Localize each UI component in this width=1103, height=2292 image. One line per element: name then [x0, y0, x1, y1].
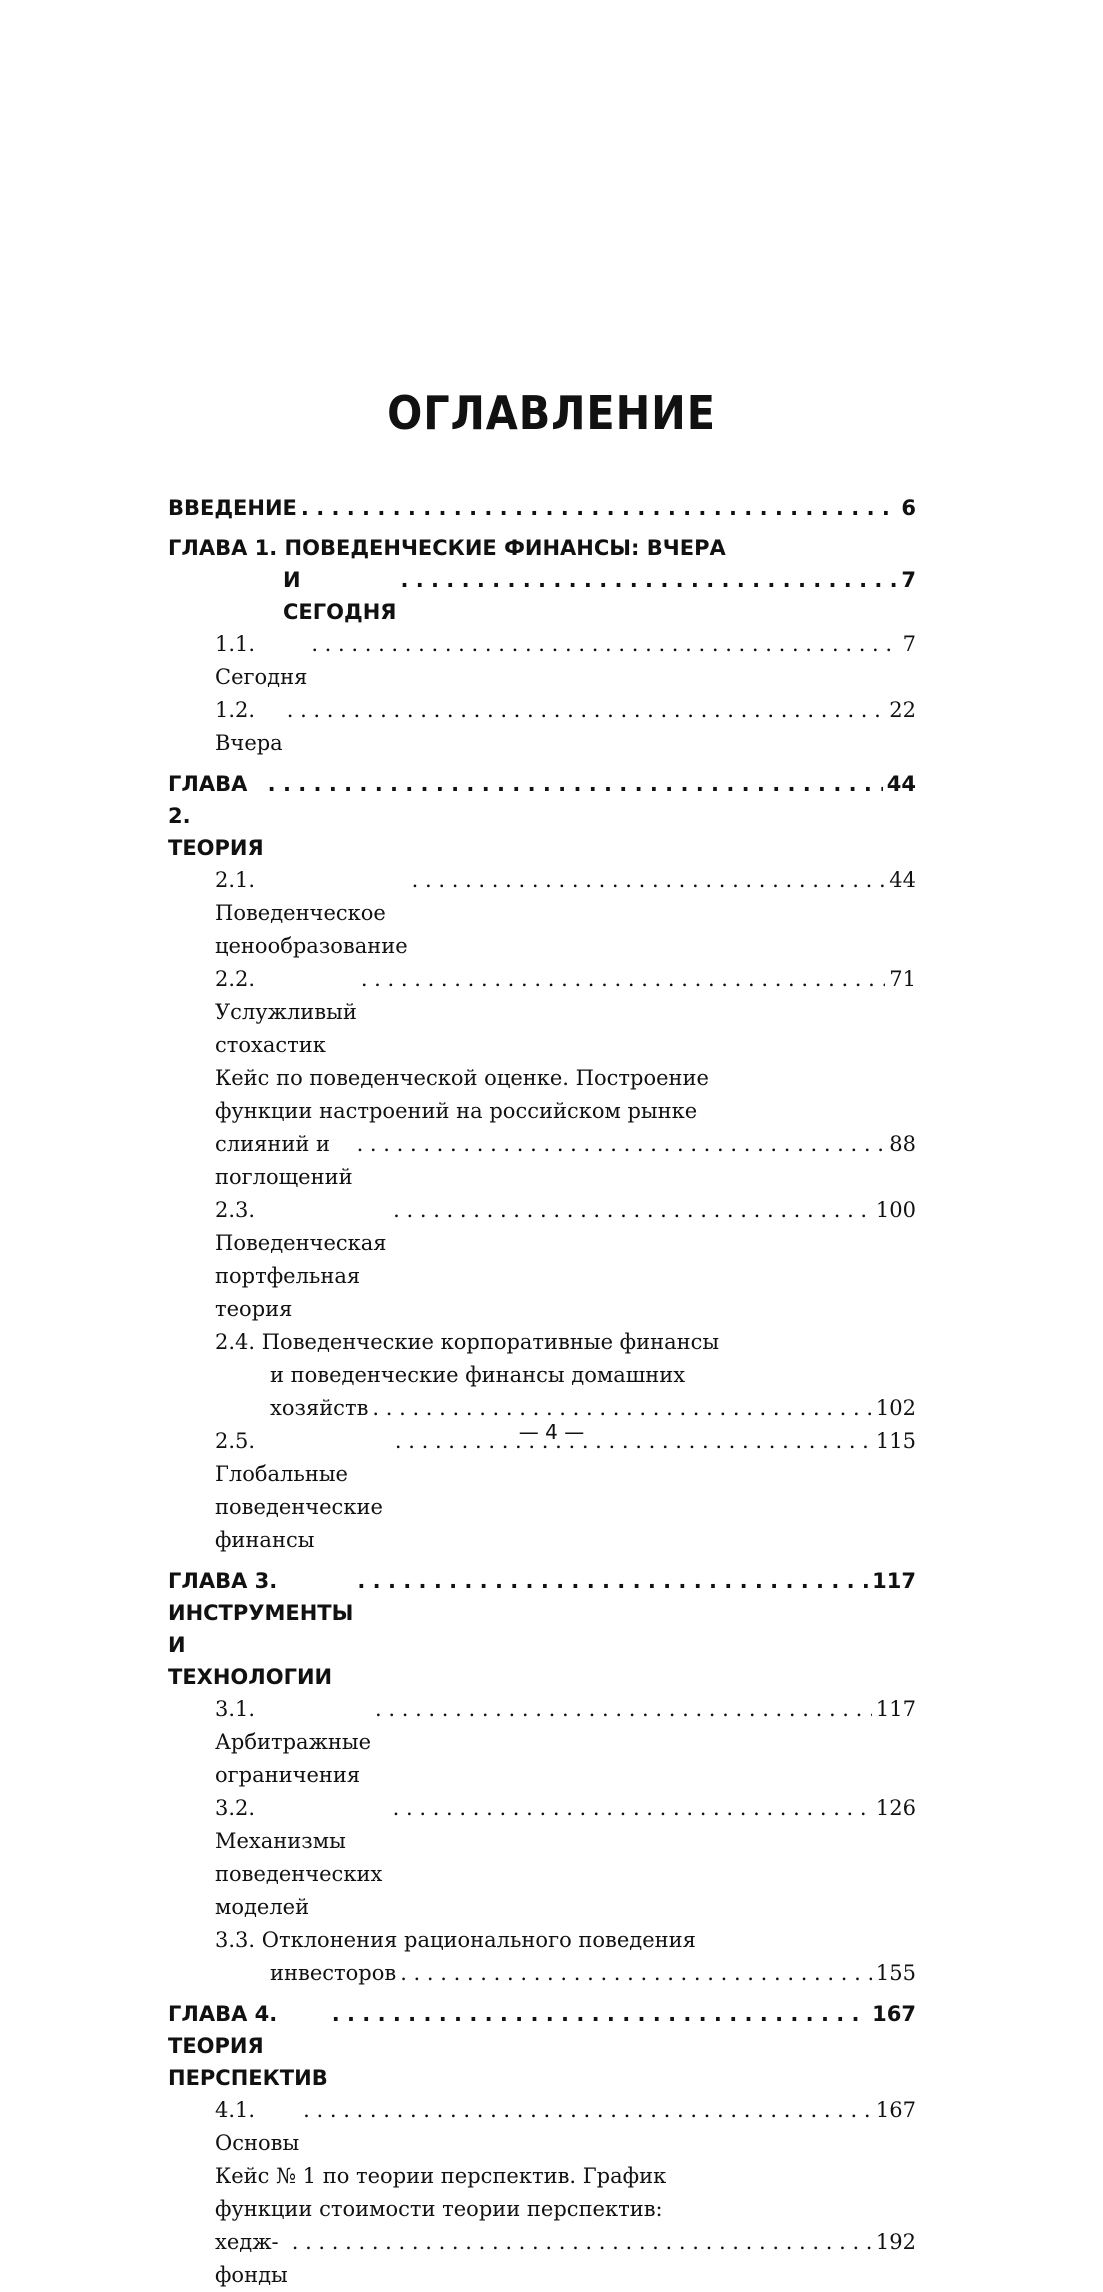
dot-leader [292, 2226, 872, 2259]
toc-page-number: 115 [875, 1429, 916, 1453]
toc-entry-chapter-2[interactable] [168, 768, 916, 864]
toc-entry-label: 1.2. Вчера [215, 698, 283, 755]
toc-entry-section-3-1[interactable] [168, 1693, 916, 1792]
toc-page-number: 126 [875, 1796, 916, 1820]
toc-entry-label: 2.5. Глобальные поведенческие финансы [215, 1429, 383, 1552]
toc-entry-section-2-3[interactable] [168, 1194, 916, 1326]
toc-entry-label: ГЛАВА 2. ТЕОРИЯ [168, 772, 264, 860]
page-title: ОГЛАВЛЕНИЕ [387, 386, 716, 440]
dot-leader [412, 864, 886, 897]
toc-page-number: 88 [889, 1132, 916, 1156]
toc-entry-section-1-2[interactable] [168, 694, 916, 760]
toc-page-number: 117 [875, 1697, 916, 1721]
toc-entry-label: ВВЕДЕНИЕ [168, 496, 297, 520]
toc-entry-case-prospect[interactable] [168, 2160, 916, 2292]
toc-entry-label-cont: хедж-фонды [215, 2230, 288, 2287]
dot-leader [393, 1194, 872, 1227]
dot-leader [375, 1693, 872, 1726]
page-number-footer: — 4 — [518, 1420, 585, 1444]
toc-page-number: 100 [875, 1198, 916, 1222]
dot-leader [332, 1998, 868, 2030]
toc-entry-label: 3.3. Отклонения рационального поведения [215, 1928, 696, 1952]
dot-leader [287, 694, 886, 727]
toc-entry-label: Кейс № 1 по теории перспектив. График [215, 2164, 667, 2188]
toc-page-number: 6 [901, 496, 916, 520]
toc-entry-label-cont: функции стоимости теории перспектив: [215, 2197, 663, 2221]
dot-leader [393, 1792, 872, 1825]
toc-page-number: 7 [901, 568, 916, 592]
toc-entry-section-2-1[interactable] [168, 864, 916, 963]
dot-leader [400, 564, 897, 596]
toc-page-number: 44 [886, 772, 916, 796]
toc-entry-label: 4.1. Основы [215, 2098, 300, 2155]
toc-entry-section-3-3[interactable] [168, 1924, 916, 1990]
toc-entry-label: 3.2. Механизмы поведенческих моделей [215, 1796, 383, 1919]
toc-entry-label: 2.2. Услужливый стохастик [215, 967, 357, 1057]
toc-entry-label-cont: инвесторов [270, 1961, 397, 1985]
toc-entry-label-cont: функции настроений на российском рынке [215, 1099, 698, 1123]
dot-leader [303, 2094, 872, 2127]
toc-entry-section-3-2[interactable] [168, 1792, 916, 1924]
toc-page-number: 117 [872, 1569, 916, 1593]
dot-leader [357, 1128, 886, 1161]
toc-entry-label: 2.1. Поведенческое ценообразование [215, 868, 408, 958]
dot-leader [311, 628, 898, 661]
toc-entry-section-4-1[interactable] [168, 2094, 916, 2160]
dot-leader [400, 1957, 872, 1990]
toc-entry-intro[interactable] [168, 492, 916, 524]
toc-entry-label-cont: и поведенческие финансы домашних [270, 1363, 686, 1387]
toc-entry-chapter-4[interactable] [168, 1998, 916, 2094]
toc-entry-label-cont: И СЕГОДНЯ [283, 568, 397, 624]
toc-entry-label: ГЛАВА 1. ПОВЕДЕНЧЕСКИЕ ФИНАНСЫ: ВЧЕРА [168, 536, 726, 560]
toc-entry-label: 1.1. Сегодня [215, 632, 308, 689]
toc-page-number: 192 [875, 2230, 916, 2254]
toc-entry-label-cont: хозяйств [270, 1396, 369, 1420]
table-of-contents [168, 492, 916, 2292]
toc-entry-label-cont: слияний и поглощений [215, 1132, 353, 1189]
dot-leader [357, 1565, 868, 1597]
dot-leader [361, 963, 885, 996]
toc-page-number: 7 [902, 632, 916, 656]
toc-entry-label: 3.1. Арбитражные ограничения [215, 1697, 372, 1787]
toc-page-number: 155 [875, 1961, 916, 1985]
dot-leader [268, 768, 883, 800]
toc-entry-label: 2.3. Поведенческая портфельная теория [215, 1198, 387, 1321]
toc-entry-case-valuation[interactable] [168, 1062, 916, 1194]
toc-entry-section-2-4[interactable] [168, 1326, 916, 1425]
toc-page-number: 102 [875, 1396, 916, 1420]
toc-page-number: 22 [889, 698, 916, 722]
toc-page-number: 71 [889, 967, 916, 991]
toc-entry-section-2-2[interactable] [168, 963, 916, 1062]
toc-entry-label: ГЛАВА 3. ИНСТРУМЕНТЫ И ТЕХНОЛОГИИ [168, 1569, 354, 1689]
toc-entry-chapter-1[interactable] [168, 532, 916, 628]
toc-entry-label: Кейс по поведенческой оценке. Построение [215, 1066, 709, 1090]
dot-leader [301, 492, 897, 524]
toc-entry-chapter-3[interactable] [168, 1565, 916, 1693]
toc-entry-label: 2.4. Поведенческие корпоративные финансы [215, 1330, 720, 1354]
toc-entry-label: ГЛАВА 4. ТЕОРИЯ ПЕРСПЕКТИВ [168, 2002, 328, 2090]
toc-page-number: 44 [889, 868, 916, 892]
toc-entry-section-1-1[interactable] [168, 628, 916, 694]
toc-page-number: 167 [875, 2098, 916, 2122]
toc-page-number: 167 [872, 2002, 916, 2026]
